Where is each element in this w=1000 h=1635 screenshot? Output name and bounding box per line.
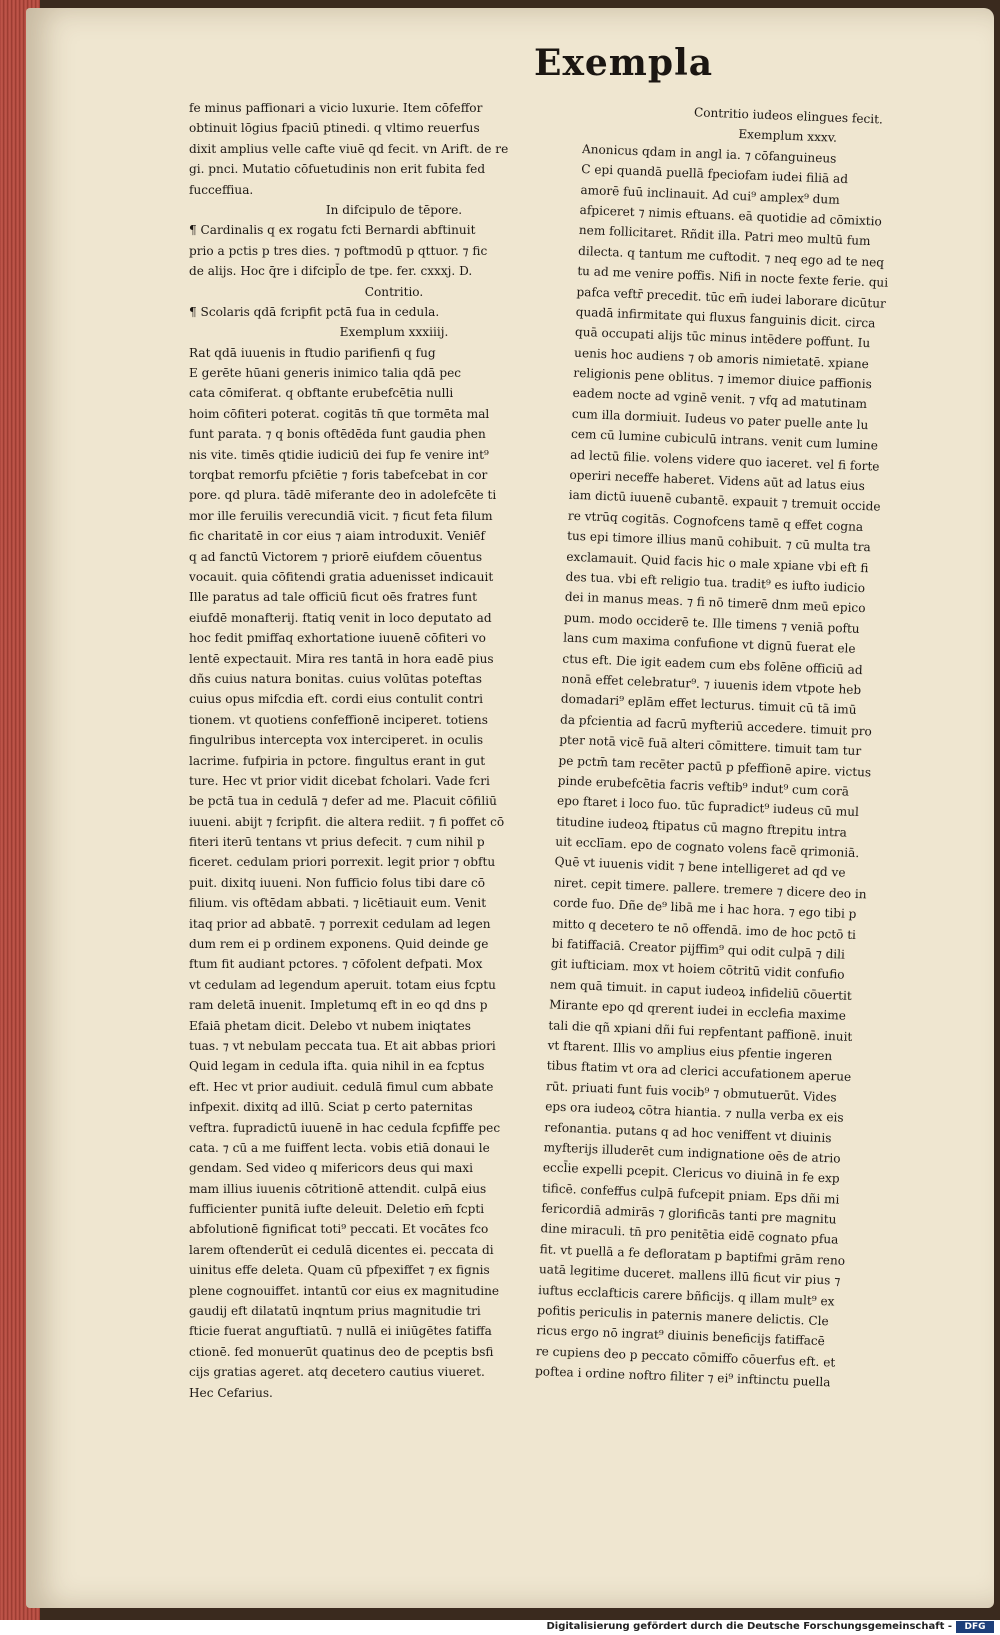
text-line: ctionē. fed monuerūt quatinus deo de pceptis bsfi (189, 1344, 494, 1359)
text-line: tali die qñ xpiani dñi fui repfentant paffionē. inuit (548, 1017, 853, 1044)
text-line: pore. qd plura. tādē miferante deo in adolefcēte ti (189, 488, 497, 503)
text-line: cum illa dormiuit. Iudeus vo pater puelle ante lu (571, 406, 869, 433)
text-line: Exemplum xxxv. (738, 127, 838, 146)
left-text-column (189, 98, 599, 1403)
text-line: Contritio. (364, 284, 424, 299)
text-line: git iufticiam. mox vt hoiem cōtritū vidit confufio (550, 956, 845, 983)
text-line: Contritio iudeos elingues fecit. (693, 105, 884, 127)
text-line: filium. vis oftēdam abbati. ⁊ licētiauit eum. Venit (189, 896, 487, 911)
text-line: bi fatiffaciā. Creator pijffim⁹ qui odit culpā ⁊ dili (551, 936, 846, 962)
text-line: fiteri iterū tentans vt prius defecit. ⁊ cum nihil p (189, 835, 485, 850)
text-line: puit. dixitq iuueni. Non fufficio folus tibi dare cō (189, 875, 486, 890)
text-line: re vtrūq cogitās. Cognofcens tamē q effet cogna (567, 508, 864, 534)
text-line: rūt. priuati funt fuis vocib⁹ ⁊ obmutuerūt. Vides (545, 1079, 837, 1105)
text-line: vt ftarent. Illis vo amplius eius pfentie ingeren (547, 1038, 833, 1064)
text-line: fit. vt puellā a fe defloratam p baptifmi grām reno (539, 1242, 846, 1268)
text-line: gi. pnci. Mutatio cōfuetudinis non erit fubita fed (189, 162, 486, 177)
text-line: abfolutionē fignificat toti⁹ peccati. Et vocātes fco (189, 1222, 489, 1237)
text-line: uinitus effe deleta. Quam cū pfpexiffet ⁊ ex fignis (189, 1263, 490, 1278)
text-line: eps ora iudeoꝝ cōtra hiantia. ⁊ nulla verba ex eis (544, 1099, 844, 1125)
text-line: Quid legam in cedula ifta. quia nihil in ea fcptus (189, 1059, 485, 1074)
text-line: refonantia. putans q ad hoc veniffent vt diuinis (544, 1119, 832, 1145)
text-line: q ad fanctū Victorem ⁊ priorē eiufdem cōuentus (189, 549, 483, 564)
text-line: lacrime. fufpiria in pctore. fingultus erant in gut (189, 753, 486, 768)
text-line: mam illius iuuenis cōtritionē attendit. culpā eius (189, 1181, 487, 1196)
text-line: obtinuit lōgius fpaciū ptinedi. q vltimo reuerfus (189, 121, 480, 136)
text-line: pter notā vicē fuā alteri cōmittere. timuit tam tur (559, 732, 862, 759)
text-line: fe minus paffionari a vicio luxurie. Item cōfeffor (189, 101, 483, 115)
text-line: pofitis periculis in paternis manere delictis. Cle (537, 1303, 829, 1329)
text-line: larem oftenderūt ei cedulā dicentes ei. peccata di (189, 1242, 494, 1257)
text-line: des tua. vbi eft religio tua. tradit⁹ es iufto iudicio (565, 569, 866, 596)
text-line: dixit amplius velle cafte viuē qd fecit. vn Arift. de re (189, 141, 509, 156)
text-line: ricus ergo nō ingrat⁹ diuinis beneficijs fatiffacē (536, 1323, 826, 1349)
dfg-logo: DFG (956, 1621, 994, 1633)
text-line: Ille paratus ad tale officiū ficut oēs fratres funt (189, 590, 477, 605)
text-line: Quē vt iuuenis vidit ⁊ bene intelligeret ad qd ve (554, 854, 846, 881)
text-line: ctus eft. Die igit eadem cum ebs folēne officiū ad (562, 651, 863, 677)
text-line: cata cōmiferat. q obftante erubefcētia nulli (189, 386, 454, 401)
text-line: ture. Hec vt prior vidit dicebat fcholari. Vade fcri (189, 773, 490, 788)
text-line: pe pctm̄ tam recēter pactū p pfeffionē apire. victus (558, 753, 872, 780)
text-line: ram deletā inuenit. Impletumq eft in eo qd dns p (189, 998, 488, 1013)
text-line: amorē fuū inclinauit. Ad cui⁹ amplex⁹ dum (580, 182, 840, 207)
footer-credit: Digitalisierung gefördert durch die Deutsche Forschungsgemeinschaft - (546, 1621, 952, 1632)
text-line: Mirante epo qd qrerent iudei in ecclefia maxime (548, 997, 847, 1023)
text-line: nem quā timuit. in caput iudeoꝝ infideliū cōuertit (549, 977, 853, 1003)
text-line: Anonicus qdam in angl ia. ⁊ cōfanguineus (581, 141, 837, 166)
text-line: tibus ftatim vt ora ad clerici accufationem aperue (546, 1058, 852, 1085)
text-line: cijs gratias ageret. atq decetero cautius viueret. (189, 1365, 485, 1380)
text-line: fericordiā admirās ⁊ glorificās tanti pre magnitu (541, 1201, 837, 1227)
text-line: itaq prior ad abbatē. ⁊ porrexit cedulam ad legen (189, 916, 491, 931)
text-line: Exemplum xxxiiij. (339, 325, 449, 340)
text-line: dum rem ei p ordinem exponens. Quid deinde ge (189, 937, 489, 952)
text-line: quā occupati alijs tūc minus intēdere poffunt. Iu (574, 325, 871, 351)
text-line: religionis pene oblitus. ⁊ imemor diuice paffionis (573, 365, 873, 392)
text-line: ficeret. cedulam priori porrexit. legit prior ⁊ obftu (189, 855, 496, 870)
text-line: mitto q decetero te nō offendā. imo de hoc pctō ti (552, 916, 857, 942)
text-line: eiufdē monafterij. ftatiq venit in loco deputato ad (189, 610, 492, 625)
text-line: iuftus ecclafticis carere bñficijs. q illam mult⁹ ex (537, 1282, 835, 1309)
text-line: dei in manus meas. ⁊ fi nō timerē dnm meū epico (564, 590, 866, 616)
text-line: ¶ Cardinalis q ex rogatu fcti Bernardi abftinuit (189, 223, 476, 238)
text-line: eccl̄ie expelli pcepit. Clericus vo diuinā in fe exp (542, 1160, 840, 1186)
text-line: ad lectū filie. volens videre quo iaceret. vel fi forte (570, 447, 880, 474)
text-line: hoim cōfiteri poterat. cogitās tn̄ que tormēta mal (189, 406, 490, 421)
text-line: tus epi timore illius manū cohibuit. ⁊ cū multa tra (566, 528, 872, 555)
text-line: tu ad me venire poffis. Nifi in nocte fexte ferie. qui (577, 264, 889, 290)
text-line: nem follicitaret. Rñdit illa. Patri meo multū fum (578, 223, 871, 249)
text-line: pafca veftr̄ precedit. tūc em̄ iudei laborare dicūtur (576, 284, 887, 311)
text-line: myfterijs illuderēt cum indignatione oēs de atrio (543, 1140, 841, 1166)
book-page (26, 8, 994, 1608)
text-line: Hec Cefarius. (189, 1385, 273, 1400)
text-line: pinde erubefcētia facris veftib⁹ indut⁹ cum corā (557, 773, 850, 799)
text-line: ftum fit audiant pctores. ⁊ cōfolent defpati. Mox (189, 957, 483, 972)
text-line: epo ftaret i loco fuo. tūc fupradict⁹ iudeus cū mul (556, 793, 860, 820)
text-line: de alijs. Hoc q̄re i difcipl̄o de tpe. fer. cxxxj. D. (189, 264, 473, 279)
text-line: eft. Hec vt prior audiuit. cedulā fimul cum abbate (189, 1079, 494, 1094)
text-line: gendam. Sed video q mifericors deus qui maxi (189, 1161, 473, 1176)
text-line: dñs cuius natura bonitas. cuius volūtas poteftas (189, 671, 482, 686)
text-line: plene cognouiffet. intantū cor eius ex magnitudine (189, 1283, 500, 1298)
text-line: uit ecclīam. epo de cognato volens facē qrimoniā. (555, 834, 860, 861)
right-text-column (535, 98, 994, 1397)
text-line: infpexit. dixitq ad illū. Sciat p certo paternitas (189, 1100, 473, 1115)
text-line: niret. cepit timere. pallere. tremere ⁊ dicere deo in (553, 875, 867, 902)
text-line: nonā effet celebratur⁹. ⁊ iuuenis idem vtpote heb (561, 671, 862, 698)
text-line: quadā infirmitate qui fluxus fanguinis dicit. circa (575, 304, 876, 331)
text-line: Efaiā phetam dicit. Delebo vt nubem iniqtates (189, 1018, 471, 1033)
text-line: nis vite. timēs qtidie iudiciū dei fup fe venire int⁹ (189, 447, 489, 462)
text-line: fic charitatē in cor eius ⁊ aiam introduxit. Veniēf (189, 529, 485, 544)
text-line: veftra. fupradictū iuuenē in hac cedula fcpfiffe pec (189, 1120, 501, 1135)
text-line: lentē expectauit. Mira res tantā in hora eadē pius (189, 651, 494, 666)
text-line: titudine iudeoꝝ ftipatus cū magno ftrepitu intra (555, 814, 848, 840)
text-line: iam dictū iuuenē cubantē. expauit ⁊ tremuit occide (568, 488, 881, 515)
text-line: exclamauit. Quid facis hic o male xpiane vbi eft fi (566, 549, 869, 575)
text-line: cuius opus mifcdia eft. cordi eius contulit contri (189, 692, 483, 707)
text-line: fticie fuerat anguftiatū. ⁊ nullā ei iniūgētes fatiffa (189, 1324, 492, 1339)
text-line: poftea i ordine noftro filiter ⁊ ei⁹ inftinctu puella (534, 1364, 831, 1390)
text-line: dilecta. q tantum me cuftodit. ⁊ neq ego ad te neq (577, 243, 885, 270)
text-line: iuueni. abijt ⁊ fcripfit. die altera rediit. ⁊ fi poffet cō (189, 814, 505, 829)
text-line: tificē. confeffus culpā fufcepit pniam. Eps dñi mi (541, 1180, 840, 1207)
text-line: gaudij eft dilatatū inqntum prius magnitudie tri (189, 1304, 481, 1319)
text-line: In difcipulo de tēpore. (325, 202, 463, 217)
text-line: funt parata. ⁊ q bonis oftēdēda funt gaudia phen (189, 427, 486, 442)
text-line: cem cū lumine cubiculū intrans. venit cum lumine (570, 427, 879, 453)
text-line: E gerēte hūani generis inimico talia qdā pec (189, 366, 462, 381)
text-line: afpiceret ⁊ nimis eftuans. eā quotidie ad cōmixtio (579, 202, 883, 229)
text-line: tuas. ⁊ vt nebulam peccata tua. Et ait abbas priori (189, 1038, 496, 1053)
text-line: vocauit. quia cōfitendi gratia aduenisset indicauit (189, 569, 494, 584)
text-line: ¶ Scolaris qdā fcripfit pctā fua in cedula. (189, 304, 440, 319)
running-head: Exempla (534, 42, 714, 84)
text-line: fufficienter punitā iufte deleuit. Deletio em̄ fcpti (189, 1202, 485, 1217)
text-line: lans cum maxima confufione vt dignū fuerat ele (562, 630, 856, 656)
text-line: C epi quandā puellā fpeciofam iudei filiā ad (580, 162, 849, 187)
text-line: Rat qdā iuuenis in ftudio parifienfi q fug (189, 345, 436, 360)
text-line: hoc fedit pmiffaq exhortatione iuuenē cōfiteri vo (189, 631, 486, 646)
text-line: operiri neceffe haberet. Videns aūt ad latus eius (569, 467, 866, 494)
text-line: cata. ⁊ cū a me fuiffent lecta. vobis etiā donaui le (189, 1140, 490, 1155)
text-line: pum. modo occiderē te. Ille timens ⁊ veniā poftu (563, 610, 860, 636)
text-line: tionem. vt quotiens confeffionē inciperet. totiens (189, 712, 488, 727)
text-line: da pfcientia ad facrū myfteriū accedere. timuit pro (559, 712, 873, 739)
text-line: re cupiens deo p peccato cōmiffo cōuerfus eft. et (535, 1343, 836, 1370)
text-line: be pctā tua in cedulā ⁊ defer ad me. Placuit cōfiliū (189, 794, 497, 809)
text-line: fingulribus intercepta vox interciperet. in oculis (189, 733, 484, 748)
text-line: fucceffiua. (189, 182, 254, 197)
text-line: dine miraculi. tn̄ pro penitētia eidē cognato pfua (540, 1221, 839, 1248)
text-line: torqbat remorfu pfciētie ⁊ foris tabefcebat in cor (189, 468, 488, 483)
text-line: vt cedulam ad legendum aperuit. totam eius fcptu (189, 977, 496, 992)
digitization-footer (0, 1620, 1000, 1635)
text-line: mor ille feruilis verecundiā vicit. ⁊ ficut feta filum (189, 508, 493, 523)
text-line: domadari⁹ eplām effet lecturus. timuit cū tā imū (560, 691, 857, 718)
text-line: uatā legitime duceret. mallens illū ficut vir pius ⁊ (538, 1262, 841, 1288)
text-line: uenis hoc audiens ⁊ ob amoris nimietatē. xpiane (573, 345, 870, 371)
text-line: eadem nocte ad vginē venit. ⁊ vfq ad matutinam (572, 386, 868, 412)
text-line: corde fuo. Dñe de⁹ libā me i hac hora. ⁊ ego tibi p (552, 895, 857, 922)
text-line: prio a pctis p tres dies. ⁊ poftmodū p qttuor. ⁊ fic (189, 243, 488, 258)
